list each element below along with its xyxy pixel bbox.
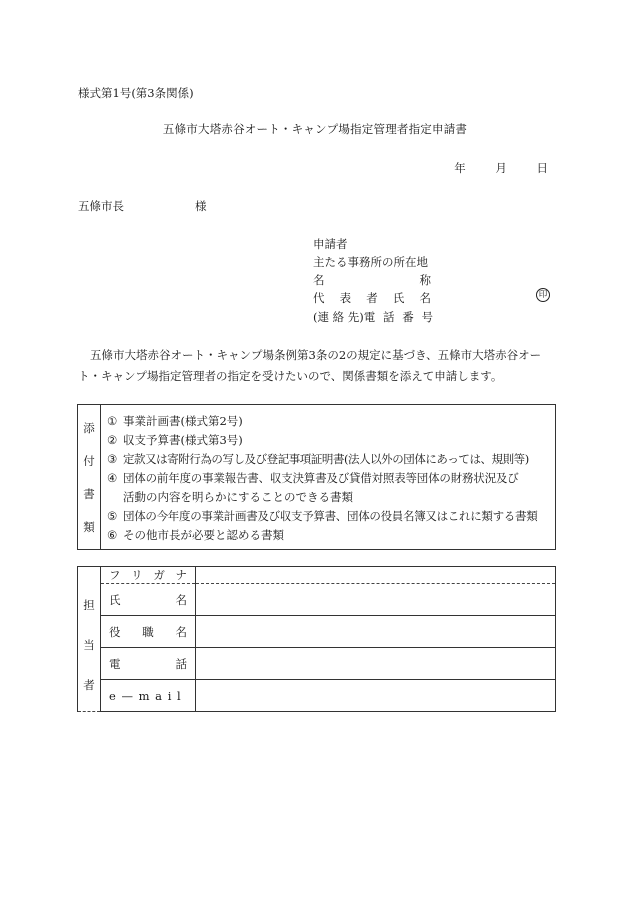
applicant-rep-char: 代 [313, 291, 325, 305]
attachment-number: ③ [107, 452, 118, 466]
applicant-phone-char: 電 [363, 310, 376, 324]
contact-label-char: 者 [83, 678, 95, 692]
applicant-name-char: 称 [419, 273, 431, 287]
document-title: 五條市大塔赤谷オート・キャンプ場指定管理者指定申請書 [162, 122, 468, 136]
position-char: 職 [142, 624, 154, 639]
applicant-phone-char: 号 [421, 310, 433, 324]
email-label-text: e — m a i l [109, 688, 182, 703]
attachment-text: 定款又は寄附行為の写し及び登記事項証明書(法人以外の団体にあっては、規則等) [123, 452, 529, 466]
applicant-phone-prefix: (連 絡 先) [313, 310, 364, 324]
attachment-number: ④ [107, 471, 118, 485]
name-label [101, 584, 196, 616]
attachment-text: 団体の今年度の事業計画書及び収支予算書、団体の役員名簿又はこれに類する書類 [123, 509, 538, 523]
application-statement: 五條市大塔赤谷オート・キャンプ場条例第3条の2の規定に基づき、五條市大塔赤谷オート・キャンプ場指定管理者の指定を受けたいので、関係書類を添えて申請します。 [78, 348, 542, 383]
attachment-text-continued: 活動の内容を明らかにすることのできる書類 [123, 490, 353, 504]
email-field[interactable] [196, 680, 556, 712]
position-field[interactable] [196, 616, 556, 648]
name-char: 氏 [109, 592, 121, 607]
applicant-representative-label [313, 290, 431, 306]
attachments-table [77, 404, 556, 550]
position-label [101, 616, 196, 648]
phone-char: 話 [175, 656, 187, 671]
addressee-honorific: 様 [195, 199, 207, 213]
applicant-phone-label [313, 309, 433, 325]
name-char: 名 [175, 592, 187, 607]
applicant-rep-char: 名 [419, 291, 431, 305]
applicant-rep-char: 表 [339, 291, 352, 305]
attachment-item [107, 431, 551, 450]
furigana-label [101, 567, 196, 584]
furigana-char: ナ [175, 568, 187, 582]
phone-label [101, 648, 196, 680]
attachment-item [107, 507, 551, 526]
seal-mark: 印 [536, 288, 550, 302]
attachment-number: ⑤ [107, 509, 118, 523]
attachments-label-char: 書 [83, 486, 95, 501]
attachment-item [107, 469, 551, 488]
attachment-text: その他市長が必要と認める書類 [123, 528, 284, 542]
furigana-field[interactable] [196, 567, 556, 584]
date-line [432, 160, 548, 176]
applicant-phone-char: 番 [402, 310, 414, 324]
applicant-phone-char: 話 [383, 310, 395, 324]
attachments-list [101, 405, 556, 550]
applicant-rep-char: 氏 [392, 291, 405, 305]
applicant-name-char: 名 [313, 273, 325, 287]
phone-char: 電 [109, 656, 121, 671]
contact-label-char: 当 [83, 638, 95, 652]
furigana-char: フ [109, 568, 121, 582]
attachment-item [107, 450, 551, 469]
contact-label-cell [78, 567, 101, 712]
attachment-text: 団体の前年度の事業報告書、収支決算書及び貸借対照表等団体の財務状況及び [123, 471, 519, 485]
attachment-number: ② [107, 433, 118, 447]
email-label [101, 680, 196, 712]
contact-person-table [77, 566, 556, 712]
attachment-number: ① [107, 414, 118, 428]
position-char: 役 [109, 624, 121, 639]
applicant-rep-char: 者 [366, 291, 378, 305]
attachment-item [107, 526, 551, 545]
attachment-item [107, 412, 551, 431]
position-char: 名 [175, 624, 187, 639]
attachments-label-cell [78, 405, 101, 550]
name-field[interactable] [196, 584, 556, 616]
attachments-label-char: 添 [83, 420, 95, 435]
date-day: 日 [536, 161, 548, 175]
attachment-text: 収支予算書(様式第3号) [123, 433, 243, 447]
attachments-label-char: 付 [83, 453, 95, 468]
applicant-office-address-label: 主たる事務所の所在地 [313, 255, 428, 269]
contact-label-char: 担 [83, 598, 95, 612]
form-number: 様式第1号(第3条関係) [78, 86, 194, 100]
date-year: 年 [454, 161, 466, 175]
applicant-name-label [313, 272, 431, 288]
addressee-name: 五條市長 [78, 199, 124, 213]
furigana-char: ガ [153, 568, 165, 582]
applicant-heading: 申請者 [313, 237, 348, 251]
attachments-label-char: 類 [83, 519, 95, 534]
furigana-char: リ [131, 568, 143, 582]
applicant-phone-chars [364, 309, 433, 325]
attachment-text: 事業計画書(様式第2号) [123, 414, 243, 428]
phone-field[interactable] [196, 648, 556, 680]
attachment-number: ⑥ [107, 528, 118, 542]
date-month: 月 [495, 161, 507, 175]
